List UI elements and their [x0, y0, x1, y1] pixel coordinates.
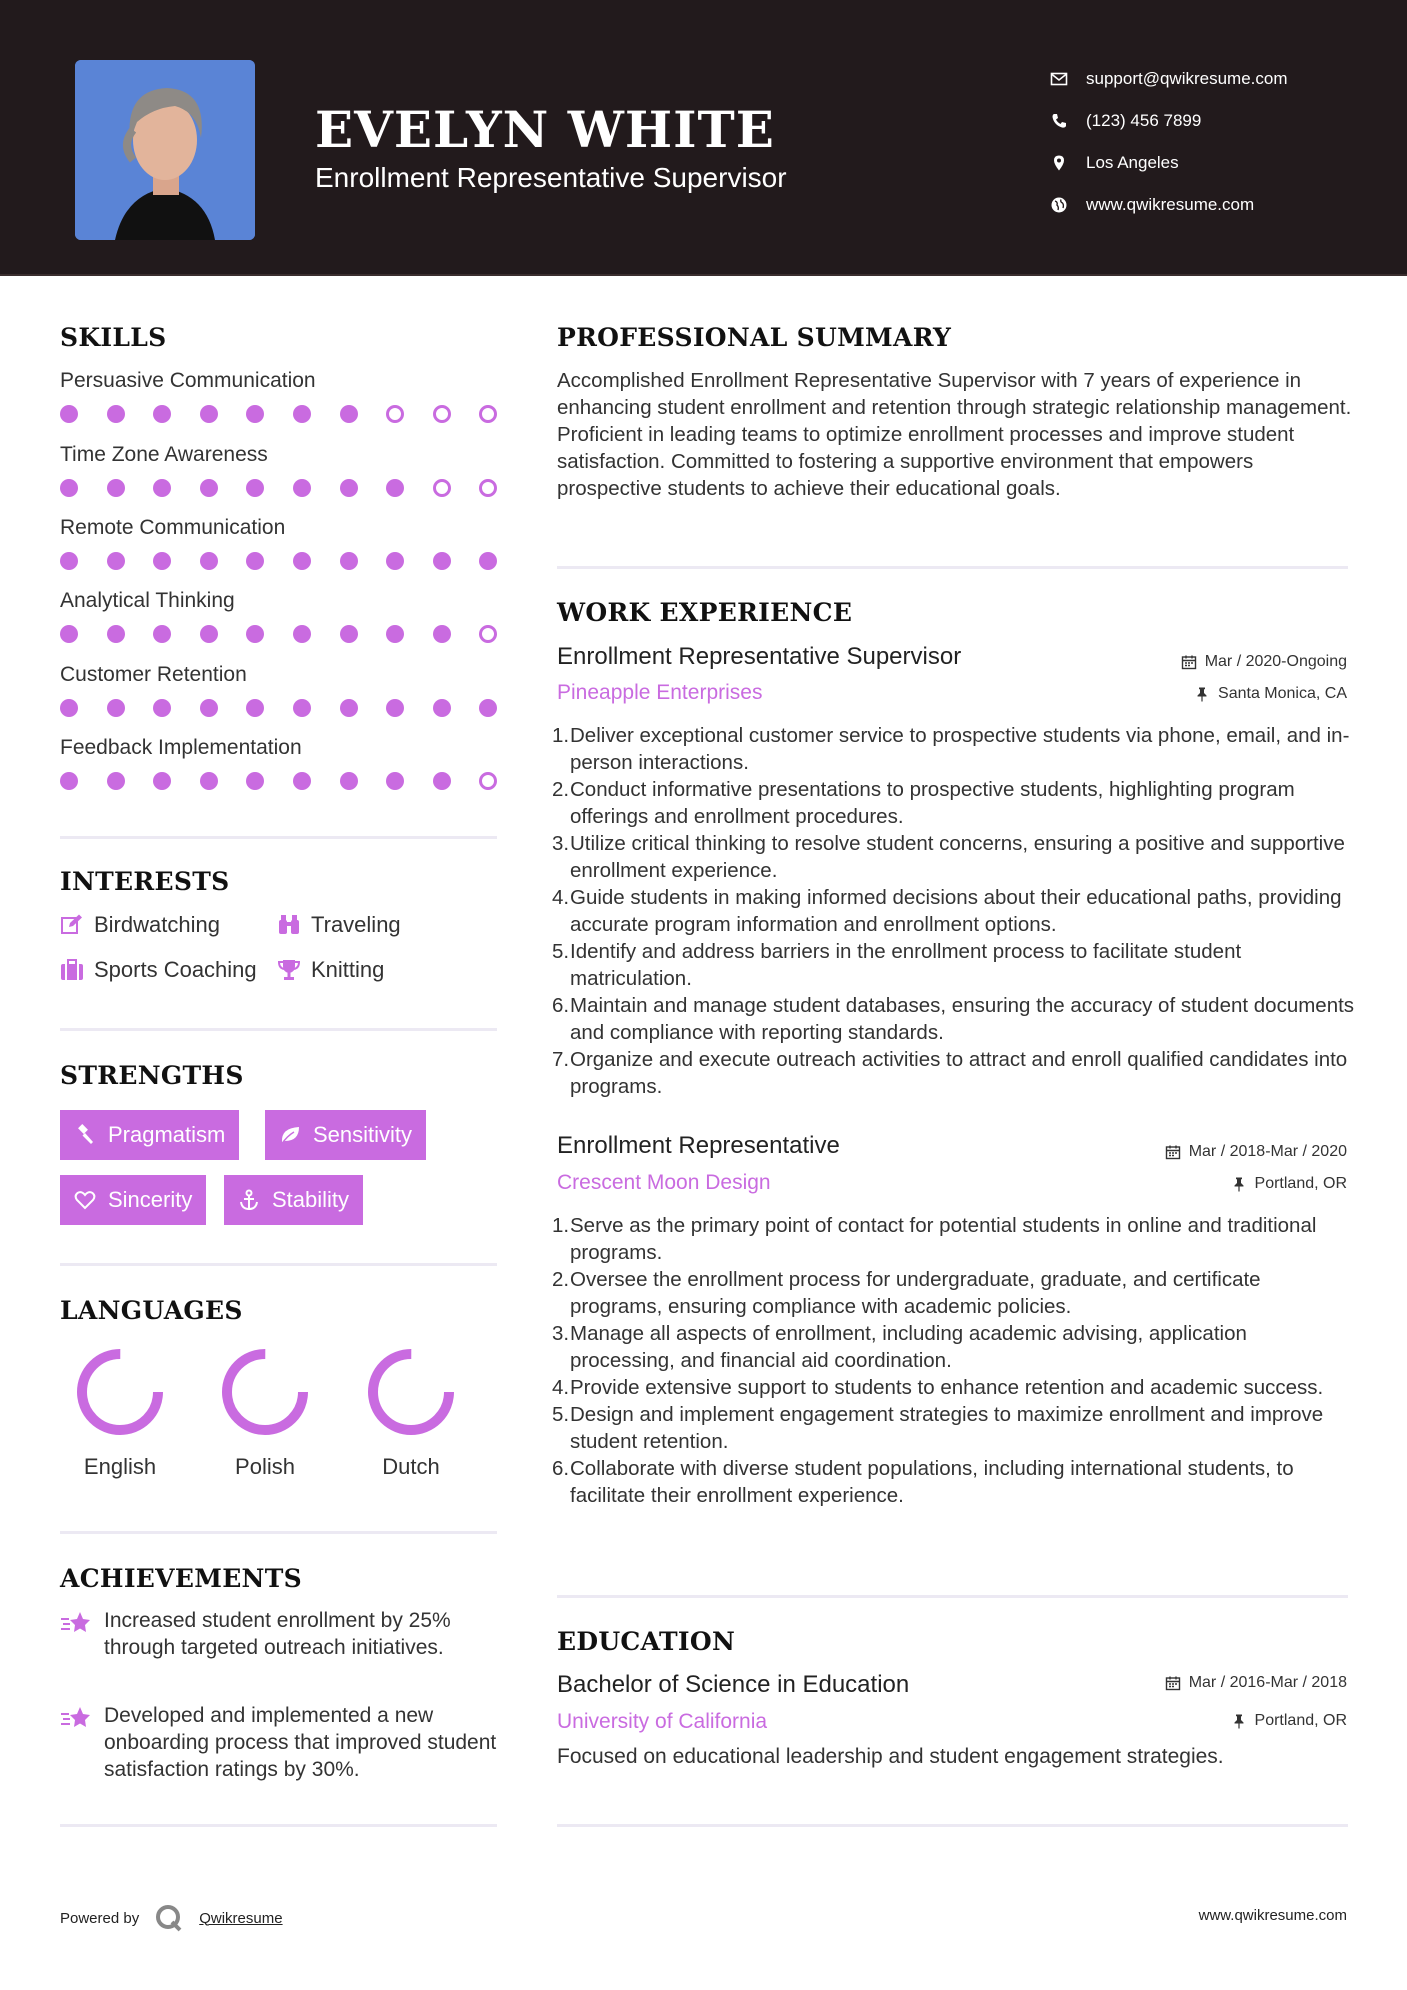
interest-item-birdwatching — [60, 912, 220, 938]
calendar-icon — [1165, 1144, 1181, 1160]
rating-dot-empty — [479, 479, 497, 497]
skill-rating — [60, 479, 526, 497]
duty-number: 7. — [552, 1048, 570, 1071]
achievements-divider — [60, 1824, 497, 1827]
job-duties-list — [552, 722, 1357, 1100]
rating-dot-filled — [107, 772, 125, 790]
gavel-icon — [74, 1124, 96, 1146]
rating-dot-filled — [246, 552, 264, 570]
duty-number: 1. — [552, 724, 570, 747]
degree-title: Bachelor of Science in Education — [557, 1671, 910, 1698]
language-level-ring — [72, 1344, 168, 1440]
achievement-text: Developed and implemented a new onboarding process that improved student satisfaction ratings by 30%. — [104, 1704, 497, 1781]
duty-item — [552, 992, 1357, 1046]
duty-number: 6. — [552, 1457, 570, 1480]
language-item — [341, 1344, 481, 1480]
experience-divider — [557, 1595, 1348, 1598]
suitcase-icon — [60, 958, 84, 982]
summary-text: Accomplished Enrollment Representative Supervisor with 7 years of experience in enhancing student enrollment and retention through strategic relationship management. Proficient in leading teams to optimize enrollment processes and improve student satisfaction. Committed to fostering a supportive environment that empowers prospective students to achieve their educational goals. — [557, 369, 1352, 500]
duty-text: Oversee the enrollment process for undergraduate, graduate, and certificate programs, ensuring compliance with academic policies. — [570, 1268, 1261, 1318]
duty-number: 2. — [552, 1268, 570, 1291]
rating-dot-filled — [153, 625, 171, 643]
interest-item-traveling — [277, 912, 401, 938]
rating-dot-filled — [386, 552, 404, 570]
rating-dot-empty — [386, 405, 404, 423]
rating-dot-filled — [60, 699, 78, 717]
skill-rating — [60, 552, 526, 570]
duty-text: Identify and address barriers in the enrollment process to facilitate student matriculation. — [570, 940, 1242, 990]
experience-title: WORK EXPERIENCE — [557, 598, 853, 627]
rating-dot-filled — [386, 625, 404, 643]
duty-item — [552, 776, 1357, 830]
rating-dot-filled — [433, 772, 451, 790]
envelope-icon — [1050, 70, 1068, 88]
rating-dot-filled — [340, 479, 358, 497]
duty-text: Guide students in making informed decisions about their educational paths, providing accurate program information and enrollment options. — [570, 886, 1342, 936]
duty-item — [552, 722, 1357, 776]
language-label: Polish — [235, 1454, 295, 1479]
summary-title: PROFESSIONAL SUMMARY — [557, 323, 952, 352]
rating-dot-filled — [107, 625, 125, 643]
rating-dot-filled — [246, 772, 264, 790]
rating-dot-filled — [153, 405, 171, 423]
binoculars-icon — [277, 913, 301, 937]
rating-dot-empty — [479, 625, 497, 643]
interest-label: Birdwatching — [94, 912, 220, 937]
duty-text: Conduct informative presentations to prospective students, highlighting program offerings and enrollment procedures. — [570, 778, 1295, 828]
job-location-text: Portland, OR — [1254, 1175, 1347, 1192]
language-level-arc — [227, 1354, 303, 1430]
rating-dot-filled — [293, 699, 311, 717]
languages-title: LANGUAGES — [60, 1296, 243, 1325]
rating-dot-filled — [107, 699, 125, 717]
interests-divider — [60, 1028, 497, 1031]
duty-number: 6. — [552, 994, 570, 1017]
achievement-item — [60, 1702, 500, 1783]
anchor-icon — [238, 1189, 260, 1211]
rating-dot-filled — [200, 772, 218, 790]
language-level-ring — [217, 1344, 313, 1440]
rating-dot-filled — [246, 625, 264, 643]
duty-item — [552, 1374, 1357, 1401]
skills-title: SKILLS — [60, 323, 167, 352]
rating-dot-empty — [479, 772, 497, 790]
duty-item — [552, 1320, 1357, 1374]
interest-label: Knitting — [311, 957, 385, 982]
language-item — [50, 1344, 190, 1480]
rating-dot-filled — [293, 772, 311, 790]
rating-dot-filled — [60, 479, 78, 497]
skills-divider — [60, 836, 497, 839]
duty-text: Collaborate with diverse student populations, including international students, to facilitate their enrollment experience. — [570, 1457, 1294, 1507]
rating-dot-filled — [60, 625, 78, 643]
rating-dot-filled — [340, 405, 358, 423]
contact-phone-text: (123) 456 7899 — [1086, 111, 1202, 130]
skill-label: Time Zone Awareness — [60, 443, 268, 466]
map-pin-icon — [1050, 154, 1068, 172]
education-location-text: Portland, OR — [1254, 1712, 1347, 1729]
school-name: University of California — [557, 1710, 768, 1733]
rating-dot-filled — [386, 772, 404, 790]
leaf-icon — [279, 1124, 301, 1146]
skill-label: Analytical Thinking — [60, 589, 235, 612]
language-level-arc — [82, 1354, 158, 1430]
rating-dot-filled — [433, 552, 451, 570]
portrait-image — [75, 60, 255, 240]
interests-title: INTERESTS — [60, 867, 230, 896]
thumbtack-icon — [1231, 1176, 1247, 1192]
job-dates — [1181, 653, 1347, 671]
contact-website[interactable] — [1050, 184, 1288, 226]
rating-dot-filled — [200, 405, 218, 423]
duty-item — [552, 1046, 1357, 1100]
rating-dot-empty — [479, 405, 497, 423]
contact-email-text: support@qwikresume.com — [1086, 69, 1288, 88]
duty-item — [552, 1212, 1357, 1266]
thumbtack-icon — [1194, 686, 1210, 702]
job-duties-list — [552, 1212, 1357, 1509]
language-item — [195, 1344, 335, 1480]
rating-dot-filled — [200, 552, 218, 570]
globe-icon — [1050, 196, 1068, 214]
strengths-title: STRENGTHS — [60, 1061, 244, 1090]
rating-dot-filled — [293, 552, 311, 570]
job-location — [1194, 685, 1347, 703]
duty-number: 4. — [552, 1376, 570, 1399]
rating-dot-filled — [340, 772, 358, 790]
language-label: English — [83, 1454, 157, 1479]
duty-text: Organize and execute outreach activities to attract and enroll qualified candidates into programs. — [570, 1048, 1348, 1098]
duty-number: 1. — [552, 1214, 570, 1237]
duty-text: Maintain and manage student databases, ensuring the accuracy of student documents and compliance with reporting standards. — [570, 994, 1355, 1044]
strength-badge-sincerity — [60, 1175, 206, 1225]
strength-badge-stability — [224, 1175, 363, 1225]
qwikresume-logo-icon — [153, 1902, 185, 1934]
interest-label: Sports Coaching — [94, 957, 257, 982]
strength-label: Sensitivity — [313, 1122, 413, 1147]
interest-item-knitting — [277, 957, 384, 983]
duty-text: Utilize critical thinking to resolve student concerns, ensuring a positive and supportive enrollment experience. — [570, 832, 1345, 882]
rating-dot-empty — [433, 405, 451, 423]
rating-dot-filled — [386, 479, 404, 497]
rating-dot-filled — [340, 552, 358, 570]
company-name: Crescent Moon Design — [557, 1171, 771, 1194]
rating-dot-filled — [340, 699, 358, 717]
heart-icon — [74, 1189, 96, 1211]
rating-dot-filled — [293, 625, 311, 643]
strength-label: Pragmatism — [108, 1122, 226, 1147]
skill-label: Feedback Implementation — [60, 736, 302, 759]
duty-number: 5. — [552, 1403, 570, 1426]
rating-dot-filled — [200, 699, 218, 717]
strength-label: Stability — [272, 1187, 350, 1212]
duty-number: 5. — [552, 940, 570, 963]
skill-label: Persuasive Communication — [60, 369, 316, 392]
rating-dot-filled — [340, 625, 358, 643]
education-title: EDUCATION — [557, 1627, 736, 1656]
duty-text: Provide extensive support to students to enhance retention and academic success. — [570, 1376, 1324, 1399]
duty-item — [552, 1455, 1357, 1509]
rating-dot-filled — [107, 552, 125, 570]
duty-item — [552, 938, 1357, 992]
rating-dot-empty — [433, 479, 451, 497]
rating-dot-filled — [479, 552, 497, 570]
education-location — [1231, 1712, 1347, 1730]
rating-dot-filled — [153, 552, 171, 570]
contact-location-text: Los Angeles — [1086, 153, 1179, 172]
rating-dot-filled — [153, 772, 171, 790]
duty-item — [552, 1401, 1357, 1455]
rating-dot-filled — [60, 552, 78, 570]
rating-dot-filled — [200, 625, 218, 643]
phone-icon — [1050, 112, 1068, 130]
skill-rating — [60, 699, 526, 717]
thumbtack-icon — [1231, 1713, 1247, 1729]
rating-dot-filled — [60, 405, 78, 423]
rating-dot-filled — [386, 699, 404, 717]
rating-dot-filled — [246, 405, 264, 423]
rating-dot-filled — [246, 479, 264, 497]
duty-number: 4. — [552, 886, 570, 909]
skill-label: Customer Retention — [60, 663, 247, 686]
footer-website[interactable]: www.qwikresume.com — [1198, 1907, 1347, 1924]
strength-label: Sincerity — [108, 1187, 193, 1212]
education-divider — [557, 1824, 1348, 1827]
rating-dot-filled — [479, 699, 497, 717]
summary-divider — [557, 566, 1348, 569]
interest-item-sports-coaching — [60, 957, 257, 983]
language-label: Dutch — [382, 1454, 440, 1479]
achievement-item — [60, 1607, 500, 1661]
profile-photo — [75, 60, 255, 240]
contact-phone[interactable] — [1050, 100, 1288, 142]
trophy-icon — [277, 958, 301, 982]
strength-badge-sensitivity — [265, 1110, 426, 1160]
qwikresume-link[interactable]: Qwikresume — [199, 1909, 283, 1927]
duty-number: 2. — [552, 778, 570, 801]
company-name: Pineapple Enterprises — [557, 681, 763, 704]
rating-dot-filled — [153, 479, 171, 497]
candidate-role: Enrollment Representative Supervisor — [315, 162, 787, 193]
achievements-title: ACHIEVEMENTS — [60, 1564, 302, 1593]
job-title: Enrollment Representative — [557, 1132, 840, 1159]
job-location-text: Santa Monica, CA — [1218, 685, 1347, 702]
duty-item — [552, 1266, 1357, 1320]
contact-website-text: www.qwikresume.com — [1086, 195, 1255, 214]
skill-label: Remote Communication — [60, 516, 286, 539]
rating-dot-filled — [60, 772, 78, 790]
powered-by-text: Powered by — [60, 1909, 140, 1927]
duty-text: Serve as the primary point of contact for potential students in online and traditional programs. — [570, 1214, 1317, 1264]
resume-header — [0, 0, 1407, 276]
pencil-square-icon — [60, 913, 84, 937]
education-description: Focused on educational leadership and student engagement strategies. — [557, 1745, 1224, 1768]
job-location — [1231, 1175, 1347, 1193]
interest-label: Traveling — [311, 912, 401, 937]
duty-item — [552, 830, 1357, 884]
rating-dot-filled — [433, 625, 451, 643]
rating-dot-filled — [200, 479, 218, 497]
duty-text: Design and implement engagement strategies to maximize enrollment and improve student retention. — [570, 1403, 1324, 1453]
rating-dot-filled — [107, 479, 125, 497]
rating-dot-filled — [433, 699, 451, 717]
education-dates-text: Mar / 2016-Mar / 2018 — [1188, 1674, 1347, 1691]
skill-rating — [60, 405, 526, 423]
skill-rating — [60, 772, 526, 790]
duty-number: 3. — [552, 1322, 570, 1345]
calendar-icon — [1165, 1675, 1181, 1691]
strength-badge-pragmatism — [60, 1110, 239, 1160]
job-dates-text: Mar / 2018-Mar / 2020 — [1188, 1143, 1347, 1160]
achievement-text: Increased student enrollment by 25% through targeted outreach initiatives. — [104, 1609, 451, 1659]
skill-rating — [60, 625, 526, 643]
shooting-star-icon — [60, 1704, 92, 1732]
strengths-divider — [60, 1263, 497, 1266]
rating-dot-filled — [293, 405, 311, 423]
calendar-icon — [1181, 654, 1197, 670]
duty-number: 3. — [552, 832, 570, 855]
language-level-ring — [363, 1344, 459, 1440]
contact-email[interactable] — [1050, 58, 1288, 100]
contact-list — [1050, 58, 1288, 226]
rating-dot-filled — [153, 699, 171, 717]
duty-text: Manage all aspects of enrollment, including academic advising, application processing, and financial aid coordination. — [570, 1322, 1247, 1372]
contact-location — [1050, 142, 1288, 184]
languages-divider — [60, 1531, 497, 1534]
rating-dot-filled — [246, 699, 264, 717]
job-dates — [1165, 1143, 1347, 1161]
footer-powered-by — [60, 1902, 283, 1934]
rating-dot-filled — [107, 405, 125, 423]
rating-dot-filled — [293, 479, 311, 497]
language-level-arc — [373, 1354, 449, 1430]
duty-item — [552, 884, 1357, 938]
job-dates-text: Mar / 2020-Ongoing — [1204, 653, 1347, 670]
job-title: Enrollment Representative Supervisor — [557, 643, 962, 670]
duty-text: Deliver exceptional customer service to prospective students via phone, email, and in-person interactions. — [570, 724, 1350, 774]
education-dates — [1165, 1674, 1347, 1692]
candidate-name: EVELYN WHITE — [315, 100, 775, 159]
shooting-star-icon — [60, 1609, 92, 1637]
